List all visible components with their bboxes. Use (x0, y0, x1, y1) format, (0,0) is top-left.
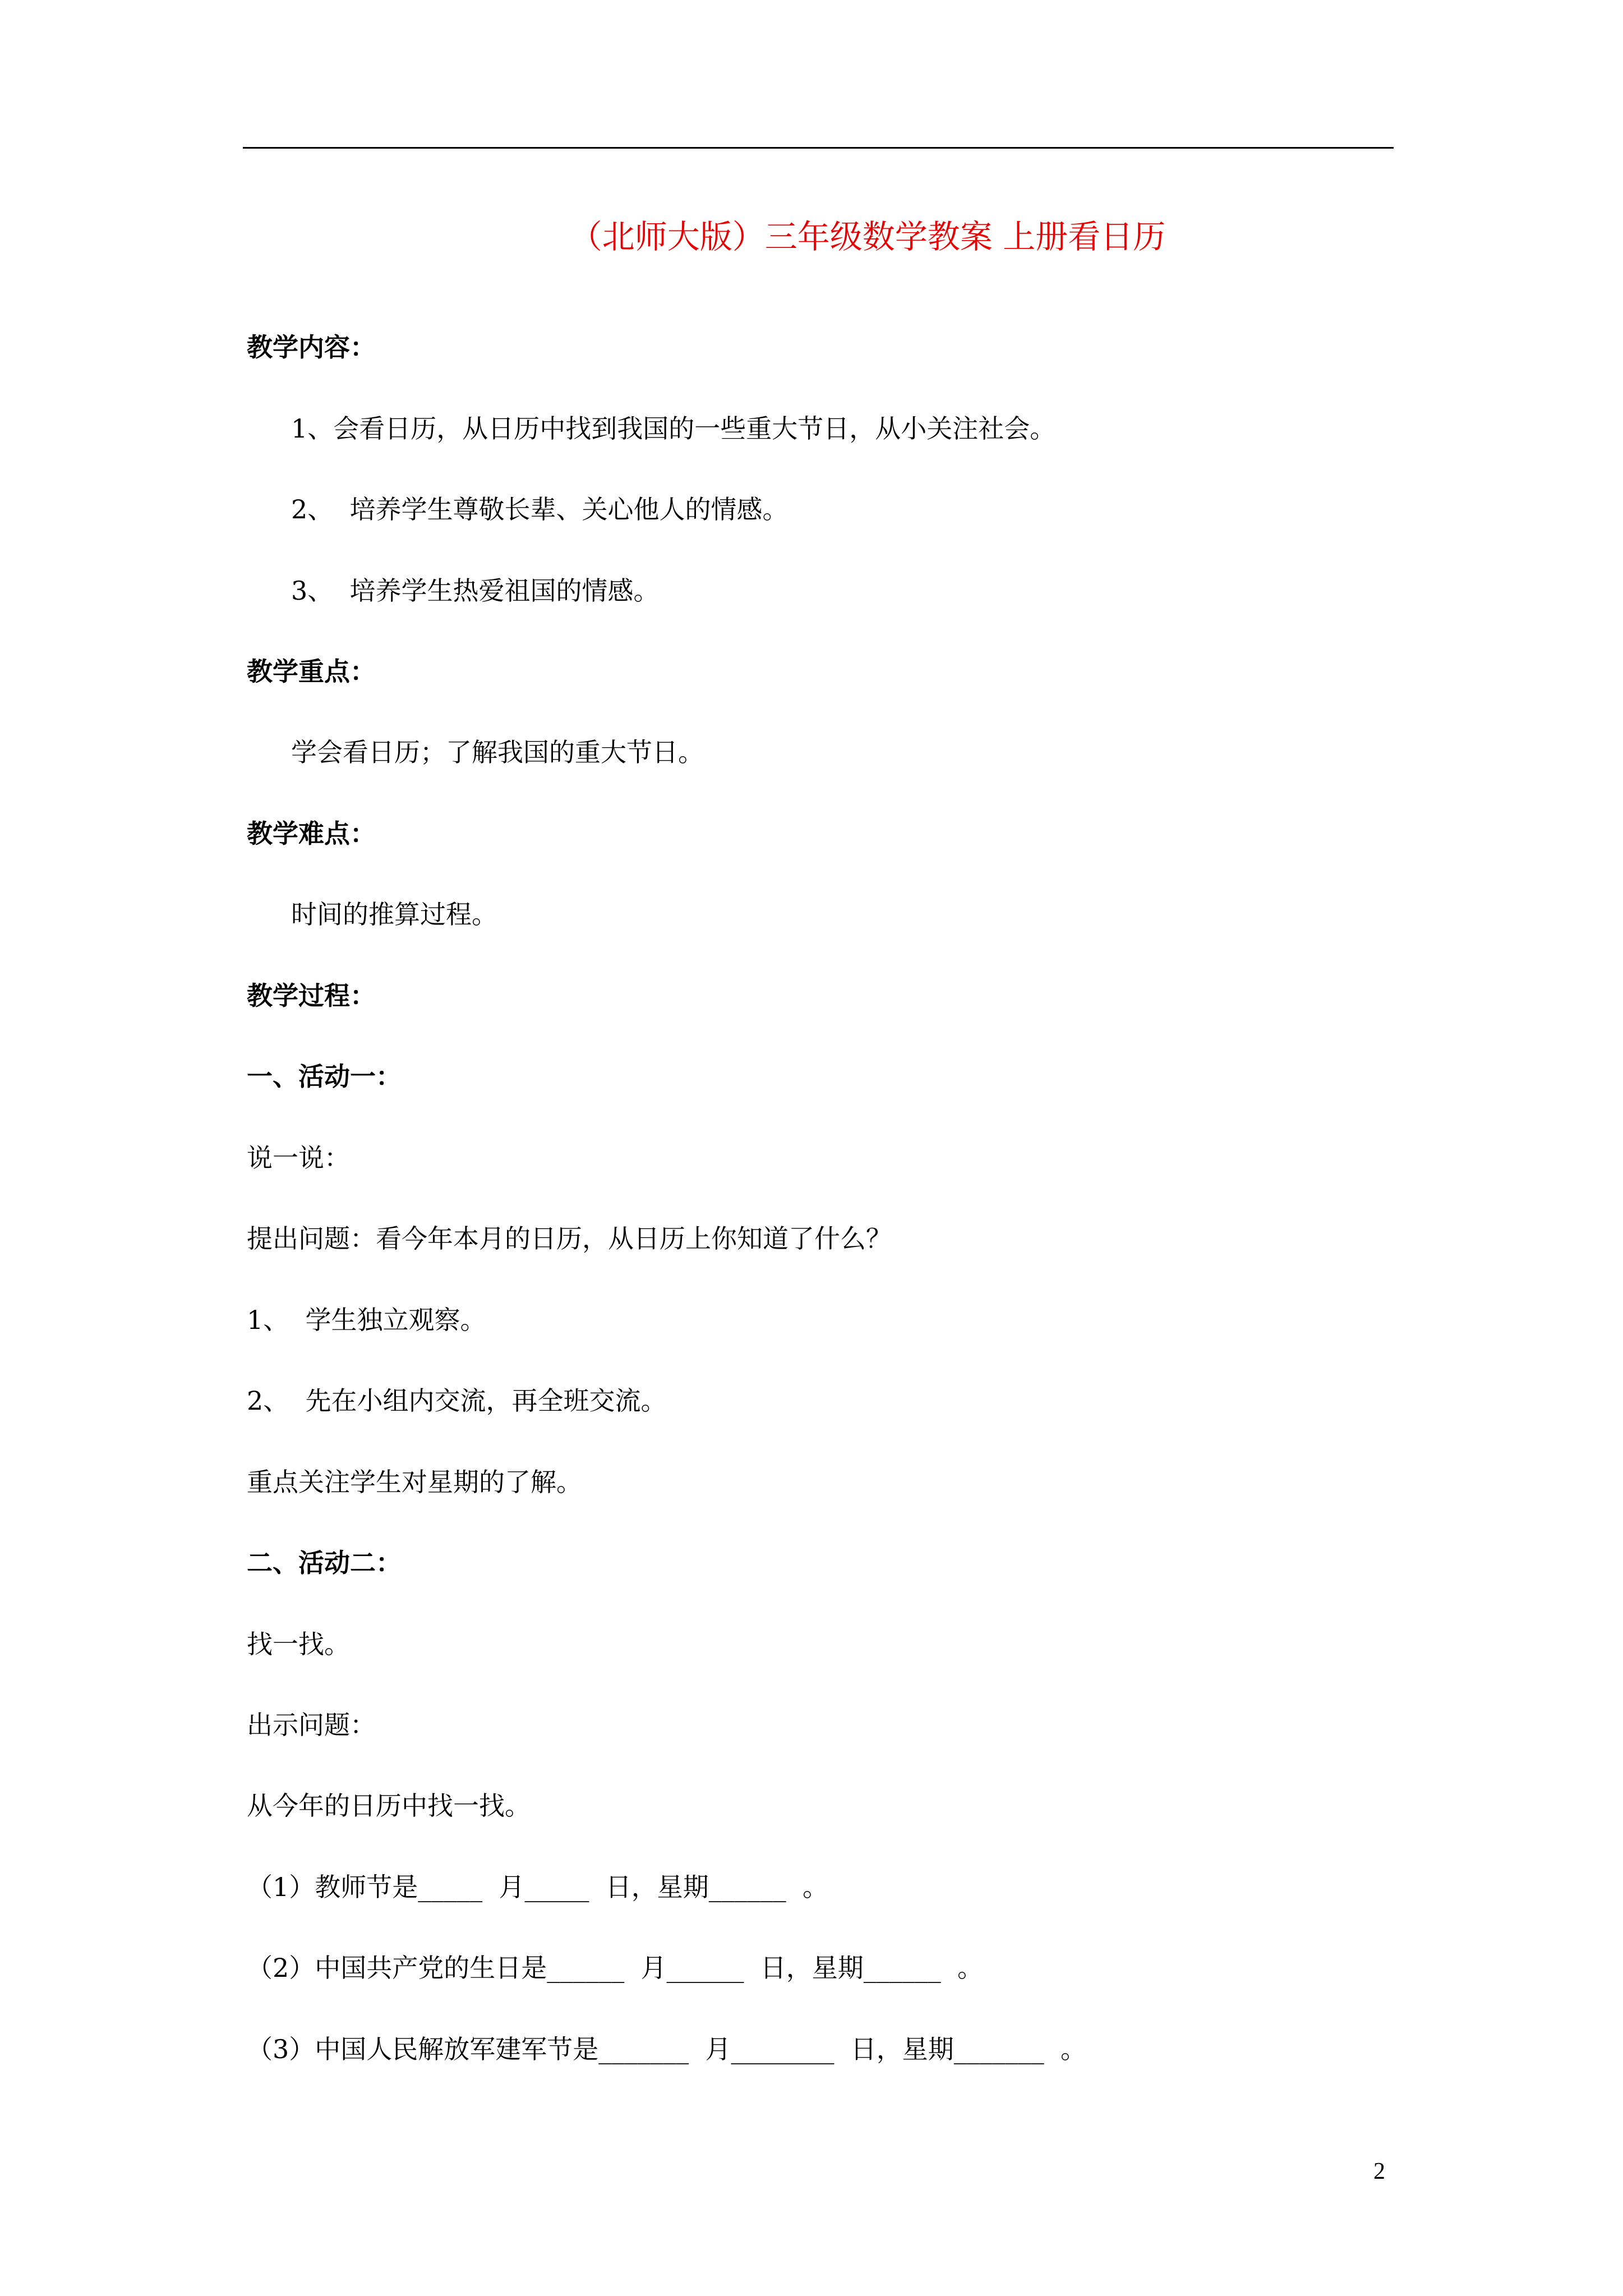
section-heading-key-point: 教学重点： (247, 656, 376, 687)
activity-2-heading: 二、活动二： (247, 1548, 402, 1578)
activity-1-say: 说一说： (247, 1143, 350, 1173)
activity-1-step-1: 1、 学生独立观察。 (247, 1305, 486, 1335)
page-number: 2 (1373, 2159, 1385, 2184)
activity-2-instruction: 从今年的日历中找一找。 (247, 1791, 531, 1821)
activity-2-find: 找一找。 (247, 1629, 350, 1659)
activity-2-show: 出示问题： (247, 1710, 376, 1740)
content-item-2: 2、 培养学生尊敬长辈、关心他人的情感。 (291, 494, 789, 524)
document-title: （北师大版）三年级数学教案 上册看日历 (569, 218, 1166, 256)
activity-1-focus: 重点关注学生对星期的了解。 (247, 1467, 582, 1497)
difficulty-text: 时间的推算过程。 (291, 899, 497, 930)
section-heading-process: 教学过程： (247, 981, 376, 1011)
question-1: （1）教师节是_____ 月_____ 日，星期______ 。 (247, 1872, 828, 1902)
content-item-1: 1、会看日历，从日历中找到我国的一些重大节日，从小关注社会。 (291, 413, 1056, 444)
section-heading-difficulty: 教学难点： (247, 818, 376, 849)
section-heading-content: 教学内容： (247, 332, 376, 362)
content-item-3: 3、 培养学生热爱祖国的情感。 (291, 576, 660, 606)
question-2: （2）中国共产党的生日是______ 月______ 日，星期______ 。 (247, 1953, 983, 1983)
key-point-text: 学会看日历；了解我国的重大节日。 (291, 737, 704, 767)
activity-1-question: 提出问题：看今年本月的日历，从日历上你知道了什么？ (247, 1223, 892, 1254)
header-rule (243, 147, 1394, 149)
activity-1-heading: 一、活动一： (247, 1061, 402, 1092)
question-3: （3）中国人民解放军建军节是_______ 月________ 日，星期_______ 。 (247, 2034, 1086, 2064)
activity-1-step-2: 2、 先在小组内交流，再全班交流。 (247, 1386, 667, 1416)
